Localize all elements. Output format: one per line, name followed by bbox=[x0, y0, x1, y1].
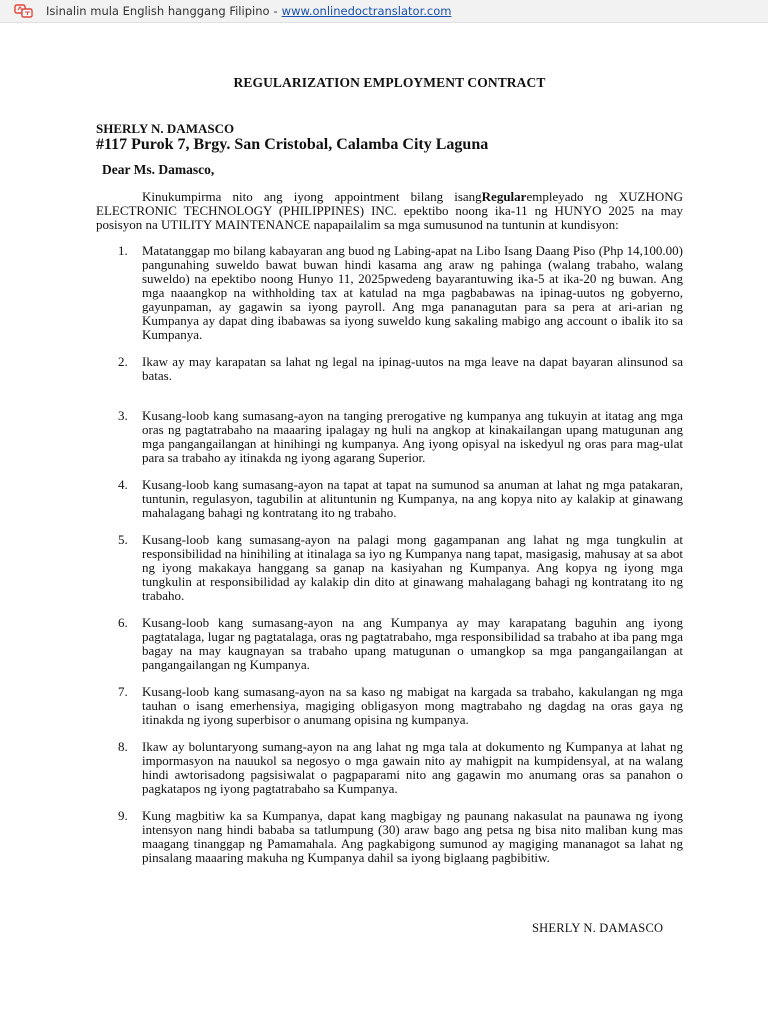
term-text: Ikaw ay may karapatan sa lahat ng legal na ipinag-uutos na mga leave na dapat bayaran alinsunod sa batas. bbox=[142, 354, 683, 383]
term-text: Matatanggap mo bilang kabayaran ang buod ng Labing-apat na Libo Isang Daang Piso (Php 14,100.00) pangunahing suweldo bawat buwan hindi kasama ang araw ng pahinga (walang trabaho, walang suweldo) na epektibo noong Hunyo 11, 2025pwedeng bayarantuwing ika-5 at ika-20 ng buwan. Ang mga naaangkop na withholding tax at katulad na mga pagbabawas na ipinag-uutos ng gobyerno, gayunpaman, ay gagawin sa iyong payroll. Ang mga pananagutan para sa pera at ari-arian ng Kumpanya ay dapat ding ibabawas sa iyong suweldo kung sakaling mabigo ang account o ibalik ito sa Kumpanya. bbox=[142, 243, 683, 342]
term-number: 2. bbox=[118, 354, 128, 369]
intro-text-end: empleyado ng XUZHONG ELECTRONIC TECHNOLOGY (PHILIPPINES) INC. epektibo noong ika-11 ng HUNYO 2025 na may posisyon na UTILITY MAINTENANCE napapailalim sa mga sumusunod na tuntunin at kundisyon: bbox=[96, 189, 683, 232]
terms-list bbox=[96, 244, 683, 865]
signature-name: SHERLY N. DAMASCO bbox=[532, 921, 664, 935]
term-text: Kusang-loob kang sumasang-ayon na ang Kumpanya ay may karapatang baguhin ang iyong pagtatalaga, lugar ng pagtatalaga, oras ng pagtatrabaho, mga responsibilidad sa trabaho at iba pang mga bagay na may kaugnayan sa trabaho upang matugunan o umangkop sa mga pangangailangan at pangangailangan ng Kumpanya. bbox=[142, 615, 683, 672]
term-text: Ikaw ay boluntaryong sumang-ayon na ang lahat ng mga tala at dokumento ng Kumpanya at lahat ng impormasyon na nauukol sa negosyo o mga gawain nito ay mahigpit na kumpidensyal, at na walang hindi awtorisadong pagsisiwalat o pagpaparami nito ang gagawin mo anumang oras sa panahon o pagkatapos ng iyong pagtatrabaho sa Kumpanya. bbox=[142, 739, 683, 796]
recipient-address: #117 Purok 7, Brgy. San Cristobal, Calamba City Laguna bbox=[96, 136, 489, 153]
term-number: 5. bbox=[118, 532, 128, 547]
term-item bbox=[96, 355, 683, 383]
term-text: Kusang-loob kang sumasang-ayon na tapat at tapat na sumunod sa anuman at lahat ng mga patakaran, tuntunin, regulasyon, tagubilin at alituntunin ng Kumpanya, na ang kopya nito ay kalakip at ginawang mahalagang bahagi ng kontratang ito ng trabaho. bbox=[142, 477, 683, 520]
intro-text-start: Kinukumpirma nito ang iyong appointment bilang isang bbox=[142, 189, 482, 204]
greeting: Dear Ms. Damasco, bbox=[102, 162, 215, 177]
translator-logo-icon bbox=[14, 4, 34, 18]
term-number: 9. bbox=[118, 808, 128, 823]
banner-separator: - bbox=[273, 4, 278, 18]
term-number: 8. bbox=[118, 739, 128, 754]
term-item bbox=[96, 244, 683, 342]
term-item bbox=[96, 533, 683, 603]
term-number: 4. bbox=[118, 477, 128, 492]
term-item bbox=[96, 616, 683, 672]
term-number: 1. bbox=[118, 243, 128, 258]
term-item bbox=[96, 740, 683, 796]
translator-link[interactable]: www.onlinedoctranslator.com bbox=[281, 4, 452, 18]
contract-document bbox=[96, 74, 683, 865]
term-text: Kusang-loob kang sumasang-ayon na palagi mong gagampanan ang lahat ng mga tungkulin at responsibilidad na hinihiling at itinalaga sa iyo ng Kumpanya nang tapat, masigasig, mahusay at sa abot ng iyong makakaya hanggang sa ganap na kasiyahan ng Kumpanya. Ang kopya ng iyong mga tungkulin at responsibilidad ay kalakip din dito at ginawang mahalagang bahagi ng kontratang ito ng trabaho. bbox=[142, 532, 683, 603]
term-number: 6. bbox=[118, 615, 128, 630]
intro-bold-word: Regular bbox=[481, 189, 527, 204]
term-text: Kung magbitiw ka sa Kumpanya, dapat kang magbigay ng paunang nakasulat na paunawa ng iyong intensyon nang hindi bababa sa tatlumpung (30) araw bago ang petsa ng bisa nito maliban kung mas maagang tinanggap ng Pamamahala. Ang pagkabigong sumunod ay magiging mananagot sa lahat ng pinsalang maaaring makuha ng Kumpanya dahil sa iyong biglaang pagbibitiw. bbox=[142, 808, 683, 865]
recipient-name: SHERLY N. DAMASCO bbox=[96, 121, 235, 136]
term-number: 7. bbox=[118, 684, 128, 699]
translation-banner bbox=[0, 0, 768, 23]
term-item bbox=[96, 685, 683, 727]
banner-prefix: Isinalin mula English hanggang Filipino bbox=[46, 4, 270, 18]
term-item bbox=[96, 409, 683, 465]
term-text: Kusang-loob kang sumasang-ayon na sa kaso ng mabigat na kargada sa trabaho, kakulangan ng mga tauhan o isang emerhensiya, magiging obligasyon mong magtrabaho ng dagdag na oras gaya ng itinakda ng iyong superbisor o anumang opisina ng kumpanya. bbox=[142, 684, 683, 727]
intro-paragraph bbox=[96, 190, 683, 232]
term-item bbox=[96, 809, 683, 865]
contract-title: REGULARIZATION EMPLOYMENT CONTRACT bbox=[233, 75, 546, 90]
term-text: Kusang-loob kang sumasang-ayon na tanging prerogative ng kumpanya ang tukuyin at itatag ang mga oras ng pagtatrabaho na maaaring ipalagay ng huli na angkop at kinakailangan upang matugunan ang mga pangangailangan at hinihingi ng kumpanya. Ang iyong opisyal na iskedyul ng oras para mag-ulat para sa trabaho ay itinakda ng iyong agarang Superior. bbox=[142, 408, 683, 465]
term-number: 3. bbox=[118, 408, 128, 423]
term-item bbox=[96, 478, 683, 520]
